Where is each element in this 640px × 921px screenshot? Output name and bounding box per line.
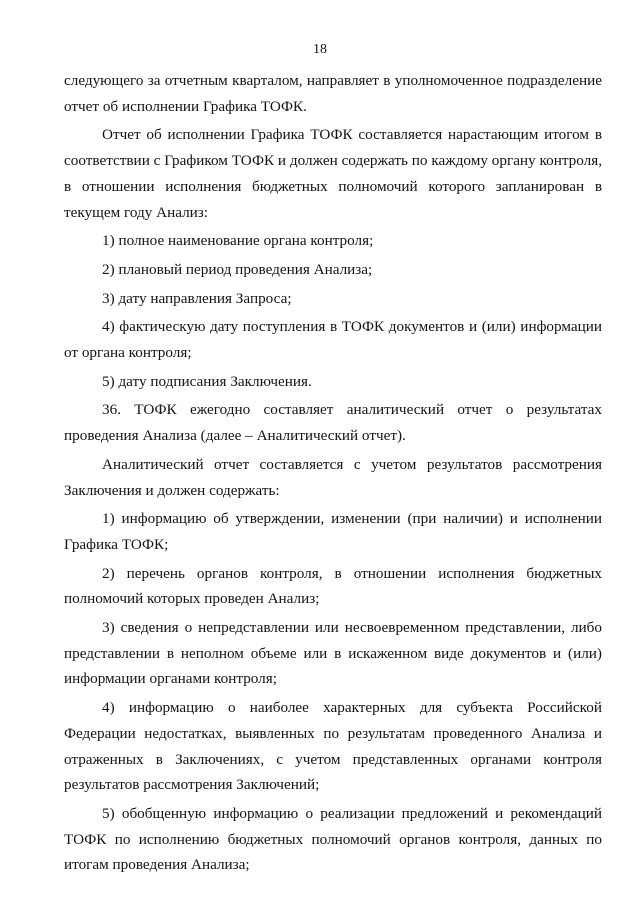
paragraph-report-composition: Отчет об исполнении Графика ТОФК составляется нарастающим итогом в соответствии с Графиком ТОФК и должен содержать по каждому органу контроля, в отношении исполнения бюджетных полномочий которого запланирован в текущем году Анализ: (64, 126, 602, 221)
list-item-5: 5) дату подписания Заключения. (102, 372, 312, 390)
report-item-5: 5) обобщенную информацию о реализации предложений и рекомендаций ТОФК по исполнению бюджетных полномочий органов контроля, данных по итогам проведения Анализа; (64, 804, 602, 874)
document-body (64, 68, 602, 878)
report-item-3: 3) сведения о непредставлении или несвоевременном представлении, либо представлении в неполном объеме или в искаженном виде документов и (или) информации органами контроля; (64, 619, 602, 688)
report-item-2: 2) перечень органов контроля, в отношении исполнения бюджетных полномочий которых проведен Анализ; (64, 564, 602, 608)
list-item-4: 4) фактическую дату поступления в ТОФК документов и (или) информации от органа контроля; (64, 318, 602, 362)
paragraph-continuation: следующего за отчетным кварталом, направляет в уполномоченное подразделение отчет об исполнении Графика ТОФК. (64, 72, 602, 115)
paragraph-clause-36: 36. ТОФК ежегодно составляет аналитический отчет о результатах проведения Анализа (далее – Аналитический отчет). (64, 401, 602, 445)
list-item-2: 2) плановый период проведения Анализа; (102, 260, 373, 278)
report-item-1: 1) информацию об утверждении, изменении (при наличии) и исполнении Графика ТОФК; (64, 510, 602, 553)
paragraph-analytical-report: Аналитический отчет составляется с учетом результатов рассмотрения Заключения и должен содержать: (64, 455, 602, 499)
page-number: 18 (313, 42, 327, 57)
list-item-3: 3) дату направления Запроса; (102, 289, 292, 307)
list-item-1: 1) полное наименование органа контроля; (102, 232, 374, 250)
report-item-4: 4) информацию о наиболее характерных для субъекта Российской Федерации недостатках, выявленных по результатам проведенного Анализа и отраженных в Заключениях, с учетом представленных органами контроля результатов рассмотрения Заключений; (64, 699, 602, 794)
